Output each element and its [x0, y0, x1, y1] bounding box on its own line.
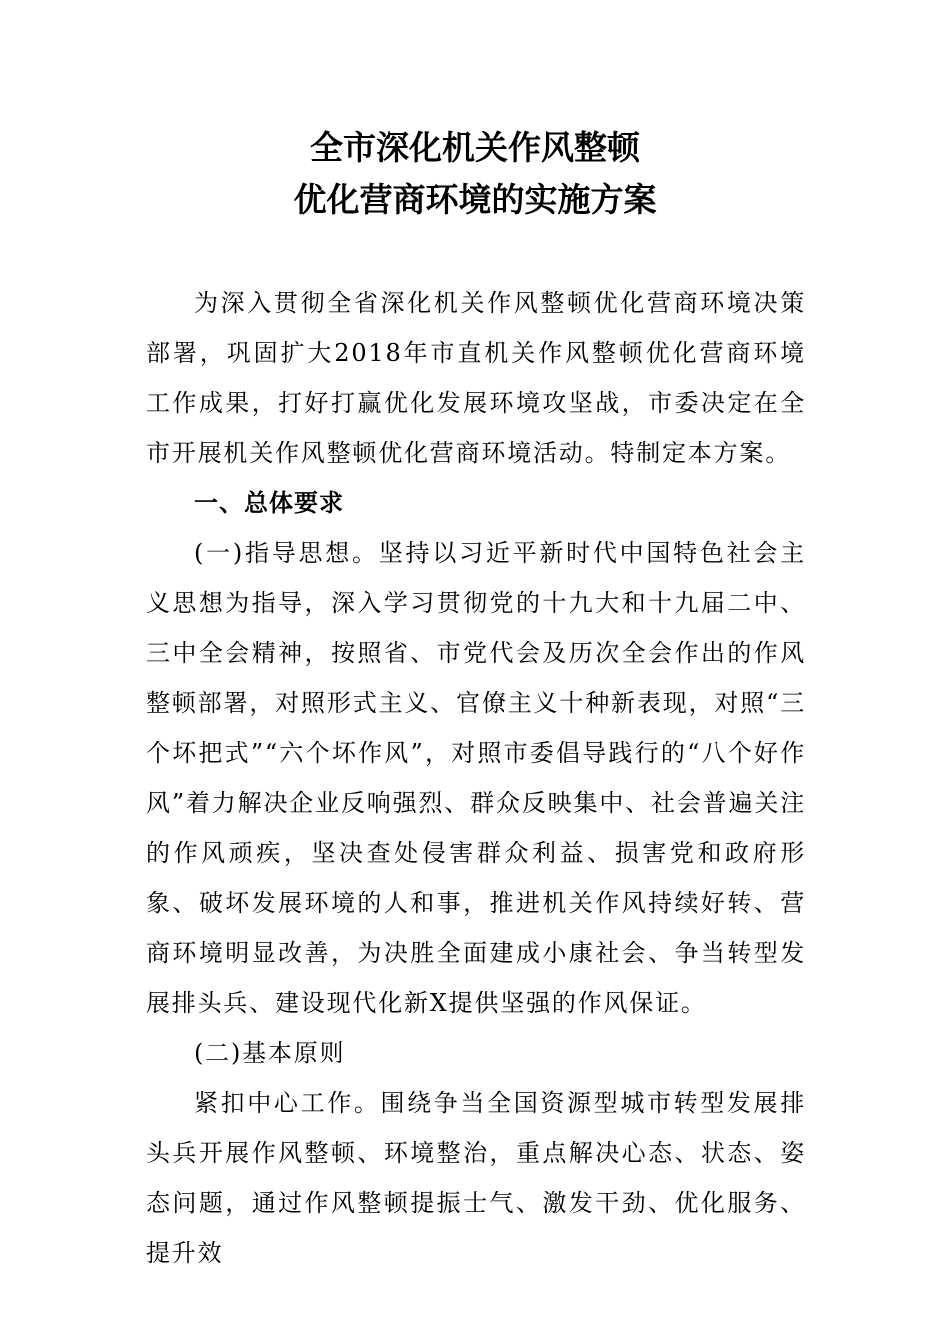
intro-paragraph: 为深入贯彻全省深化机关作风整顿优化营商环境决策部署，巩固扩大2018年市直机关作风整顿优化营商环境工作成果，打好打赢优化发展环境攻坚战，市委决定在全市开展机关作风整顿优化营商环境活动。特制定本方案。: [146, 289, 806, 467]
document-body: [146, 278, 806, 1278]
focus-center-work-paragraph: 紧扣中心工作。围绕争当全国资源型城市转型发展排头兵开展作风整顿、环境整治，重点解决心态、状态、姿态问题，通过作风整顿提振士气、激发干劲、优化服务、提升效: [146, 1089, 806, 1267]
document-title-line-2: 优化营商环境的实施方案: [293, 180, 657, 219]
subheading-basic-principles: (二)基本原则: [194, 1039, 346, 1067]
guiding-thought-paragraph: (一)指导思想。坚持以习近平新时代中国特色社会主义思想为指导，深入学习贯彻党的十九大和十九届二中、三中全会精神，按照省、市党代会及历次全会作出的作风整顿部署，对照形式主义、官僚主义十种新表现，对照“三个坏把式”“六个坏作风”，对照市委倡导践行的“八个好作风”着力解决企业反响强烈、群众反映集中、社会普遍关注的作风顽疾，坚决查处侵害群众利益、损害党和政府形象、破坏发展环境的人和事，推进机关作风持续好转、营商环境明显改善，为决胜全面建成小康社会、争当转型发展排头兵、建设现代化新X提供坚强的作风保证。: [146, 539, 806, 1017]
document-title-line-1: 全市深化机关作风整顿: [310, 128, 640, 167]
section-heading-general-requirements: 一、总体要求: [194, 489, 344, 517]
